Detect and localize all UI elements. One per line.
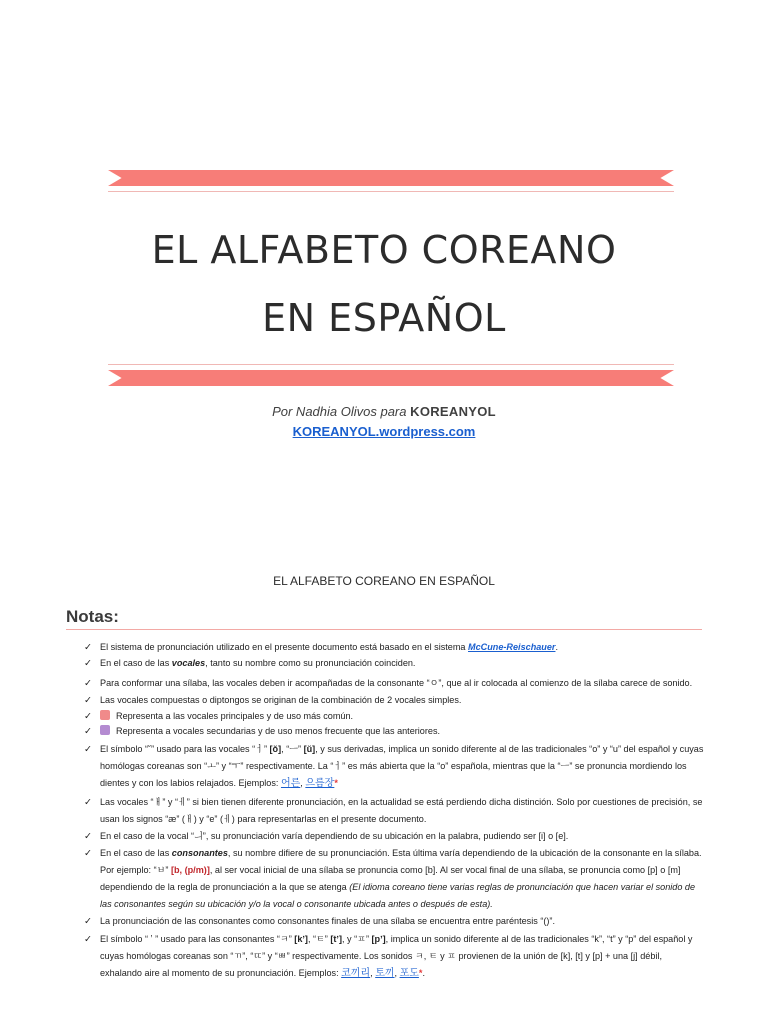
check-icon: ✓	[84, 916, 92, 927]
mccune-reischauer-link[interactable]: McCune-Reischauer	[468, 642, 556, 652]
website	[0, 424, 768, 439]
check-icon: ✓	[84, 848, 92, 859]
note-12: ✓ El símbolo “ ʼ ” usado para las consonantes “ㅋ” [kʼ], “ㅌ” [tʼ], y “ㅍ” [pʼ], implica un sonido diferente al de las tradicionales “k”, “t” y “p” del español y cuyas homólogas coreanas son “ㄲ”, “ㄸ” y “ㅃ” respectivamente. Los sonidos ㅋ, ㅌ y ㅍ provienen de la unión de [k], [t] y [p] + una [j] débil, exhalando aire al momento de su pronunciación. Ejemplos: 코끼리, 토끼, 포도*.	[84, 931, 704, 982]
note-11: ✓ La pronunciación de las consonantes como consonantes finales de una sílaba se encuentra entre paréntesis “()”.	[84, 916, 555, 927]
note-10: ✓ En el caso de las consonantes, su nombre difiere de su pronunciación. Esta última varía dependiendo de la ubicación de la consonante en la sílaba. Por ejemplo: “ㅂ” [b, (p/m)], al ser vocal inicial de una sílaba se pronuncia como [b]. Al ser vocal final de una sílaba, se pronuncia como [p] o [m] dependiendo de la regla de pronunciación a la que se atenga (El idioma coreano tiene varias reglas de pronunciación que hacen variar el sonido de las consonantes según su ubicación y/o la vocal o consonante ubicada antes o después de esta).	[84, 845, 704, 913]
note-3: ✓ Para conformar una sílaba, las vocales deben ir acompañadas de la consonante “ㅇ”, que al ir colocada al comienzo de la sílaba carece de sonido.	[84, 675, 704, 692]
check-icon: ✓	[84, 710, 92, 722]
check-icon: ✓	[84, 830, 92, 842]
title-line-2: EN ESPAÑOL	[262, 296, 506, 340]
byline	[0, 404, 768, 419]
note-9: ✓ En el caso de la vocal “ㅢ”, su pronunciación varía dependiendo de su ubicación en la palabra, pudiendo ser [i] o [e].	[84, 830, 569, 842]
check-icon: ✓	[84, 678, 92, 689]
top-ribbon	[108, 170, 674, 186]
check-icon: ✓	[84, 933, 92, 945]
check-icon: ✓	[84, 726, 92, 737]
check-icon: ✓	[84, 796, 92, 808]
notes-list	[84, 641, 704, 984]
example-link[interactable]: 토끼	[375, 967, 395, 979]
example-link[interactable]: 포도	[399, 967, 419, 979]
section-header: EL ALFABETO COREANO EN ESPAÑOL	[273, 574, 495, 588]
asterisk: *	[334, 777, 338, 788]
note-4: ✓ Las vocales compuestas o diptongos se originan de la combinación de 2 vocales simples.	[84, 695, 462, 706]
title-line-1: EL ALFABETO COREANO	[151, 228, 617, 272]
check-icon: ✓	[84, 642, 92, 653]
bottom-ribbon	[108, 370, 674, 386]
brand-name: KOREANYOL	[410, 404, 496, 419]
asterisk: *	[418, 967, 423, 978]
note-7: ✓ El símbolo “˘” usado para las vocales “ㅓ” [ŏ], “ㅡ” [ŭ], y sus derivadas, implica un sonido diferente al de las tradicionales “o” y “u” del español y cuyas homólogas coreanas son “ㅗ” y “ㅜ” respectivamente. La “ㅓ” es más abierta que la “o” española, mientras que la “ㅡ” se pronuncia mordiendo los dientes y con los labios relajados. Ejemplos: 어른, 으름장*	[84, 741, 704, 792]
note-5: ✓ Representa a las vocales principales y de uso más común.	[84, 710, 354, 722]
check-icon: ✓	[84, 695, 92, 706]
website-link[interactable]: KOREANYOL.wordpress.com	[292, 424, 476, 439]
check-icon: ✓	[84, 657, 92, 669]
notes-title: Notas:	[66, 607, 119, 626]
principal-vowel-swatch	[100, 710, 110, 720]
example-link[interactable]: 으름장	[305, 777, 335, 789]
note-6: ✓ Representa a vocales secundarias y de uso menos frecuente que las anteriores.	[84, 726, 441, 737]
check-icon: ✓	[84, 743, 92, 755]
example-link[interactable]: 어른	[280, 777, 301, 789]
secondary-vowel-swatch	[100, 725, 110, 735]
bottom-divider	[108, 364, 674, 365]
note-2: ✓ En el caso de las vocales, tanto su nombre como su pronunciación coinciden.	[84, 657, 416, 669]
notes-divider	[66, 629, 702, 630]
note-1: ✓ El sistema de pronunciación utilizado en el presente documento está basado en el sistema McCune-Reischauer.	[84, 642, 558, 653]
top-divider	[108, 191, 674, 192]
note-8: ✓ Las vocales “ㅐ” y “ㅔ” si bien tienen diferente pronunciación, en la actualidad se está perdiendo dicha distinción. Solo por cuestiones de precisión, se usan los signos “æ” (ㅐ) y “e” (ㅔ) para representarlas en el presente documento.	[84, 794, 704, 828]
example-link[interactable]: 코끼리	[341, 967, 371, 979]
byline-prefix: Por Nadhia Olivos para	[272, 404, 407, 419]
